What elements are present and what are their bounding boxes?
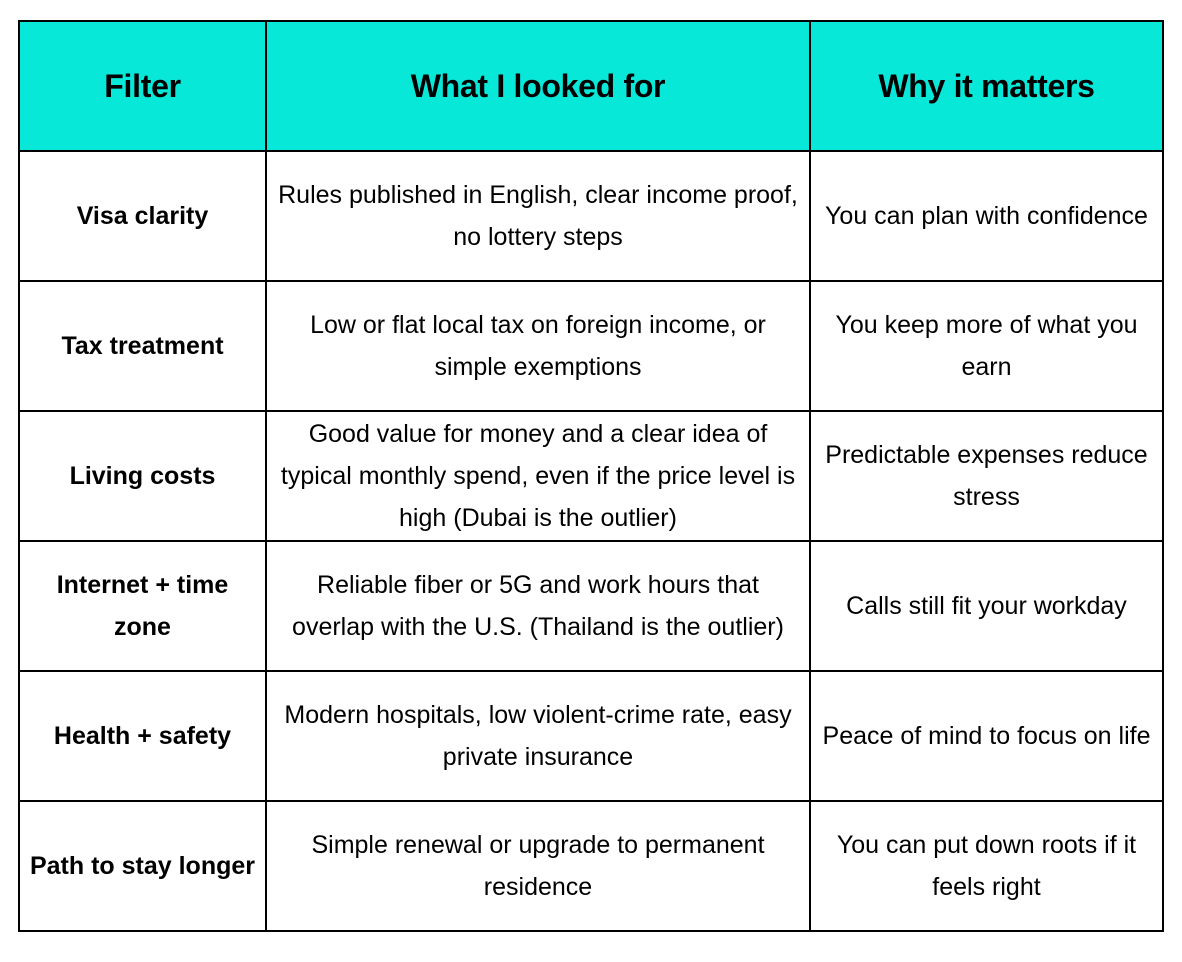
- filter-cell: Internet + time zone: [19, 541, 266, 671]
- table-row: [19, 151, 1163, 281]
- filter-cell: Living costs: [19, 411, 266, 541]
- looked-for-cell: Modern hospitals, low violent-crime rate, easy private insurance: [266, 671, 810, 801]
- table-row: [19, 541, 1163, 671]
- filter-cell: Path to stay longer: [19, 801, 266, 931]
- table-row: [19, 801, 1163, 931]
- why-cell: Predictable expenses reduce stress: [810, 411, 1163, 541]
- looked-for-cell: Good value for money and a clear idea of typical monthly spend, even if the price level is high (Dubai is the outlier): [266, 411, 810, 541]
- why-cell: You keep more of what you earn: [810, 281, 1163, 411]
- header-row: [19, 21, 1163, 151]
- filter-cell: Tax treatment: [19, 281, 266, 411]
- why-cell: You can plan with confidence: [810, 151, 1163, 281]
- table-body: [19, 151, 1163, 931]
- looked-for-cell: Simple renewal or upgrade to permanent residence: [266, 801, 810, 931]
- table-row: [19, 411, 1163, 541]
- table-row: [19, 281, 1163, 411]
- table-header: [19, 21, 1163, 151]
- filter-cell: Health + safety: [19, 671, 266, 801]
- why-cell: You can put down roots if it feels right: [810, 801, 1163, 931]
- header-what-i-looked-for: What I looked for: [266, 21, 810, 151]
- why-cell: Peace of mind to focus on life: [810, 671, 1163, 801]
- filter-cell: Visa clarity: [19, 151, 266, 281]
- header-filter: Filter: [19, 21, 266, 151]
- table-row: [19, 671, 1163, 801]
- looked-for-cell: Low or flat local tax on foreign income, or simple exemptions: [266, 281, 810, 411]
- filter-table: [18, 20, 1164, 932]
- why-cell: Calls still fit your workday: [810, 541, 1163, 671]
- looked-for-cell: Reliable fiber or 5G and work hours that overlap with the U.S. (Thailand is the outlier): [266, 541, 810, 671]
- looked-for-cell: Rules published in English, clear income proof, no lottery steps: [266, 151, 810, 281]
- header-why-it-matters: Why it matters: [810, 21, 1163, 151]
